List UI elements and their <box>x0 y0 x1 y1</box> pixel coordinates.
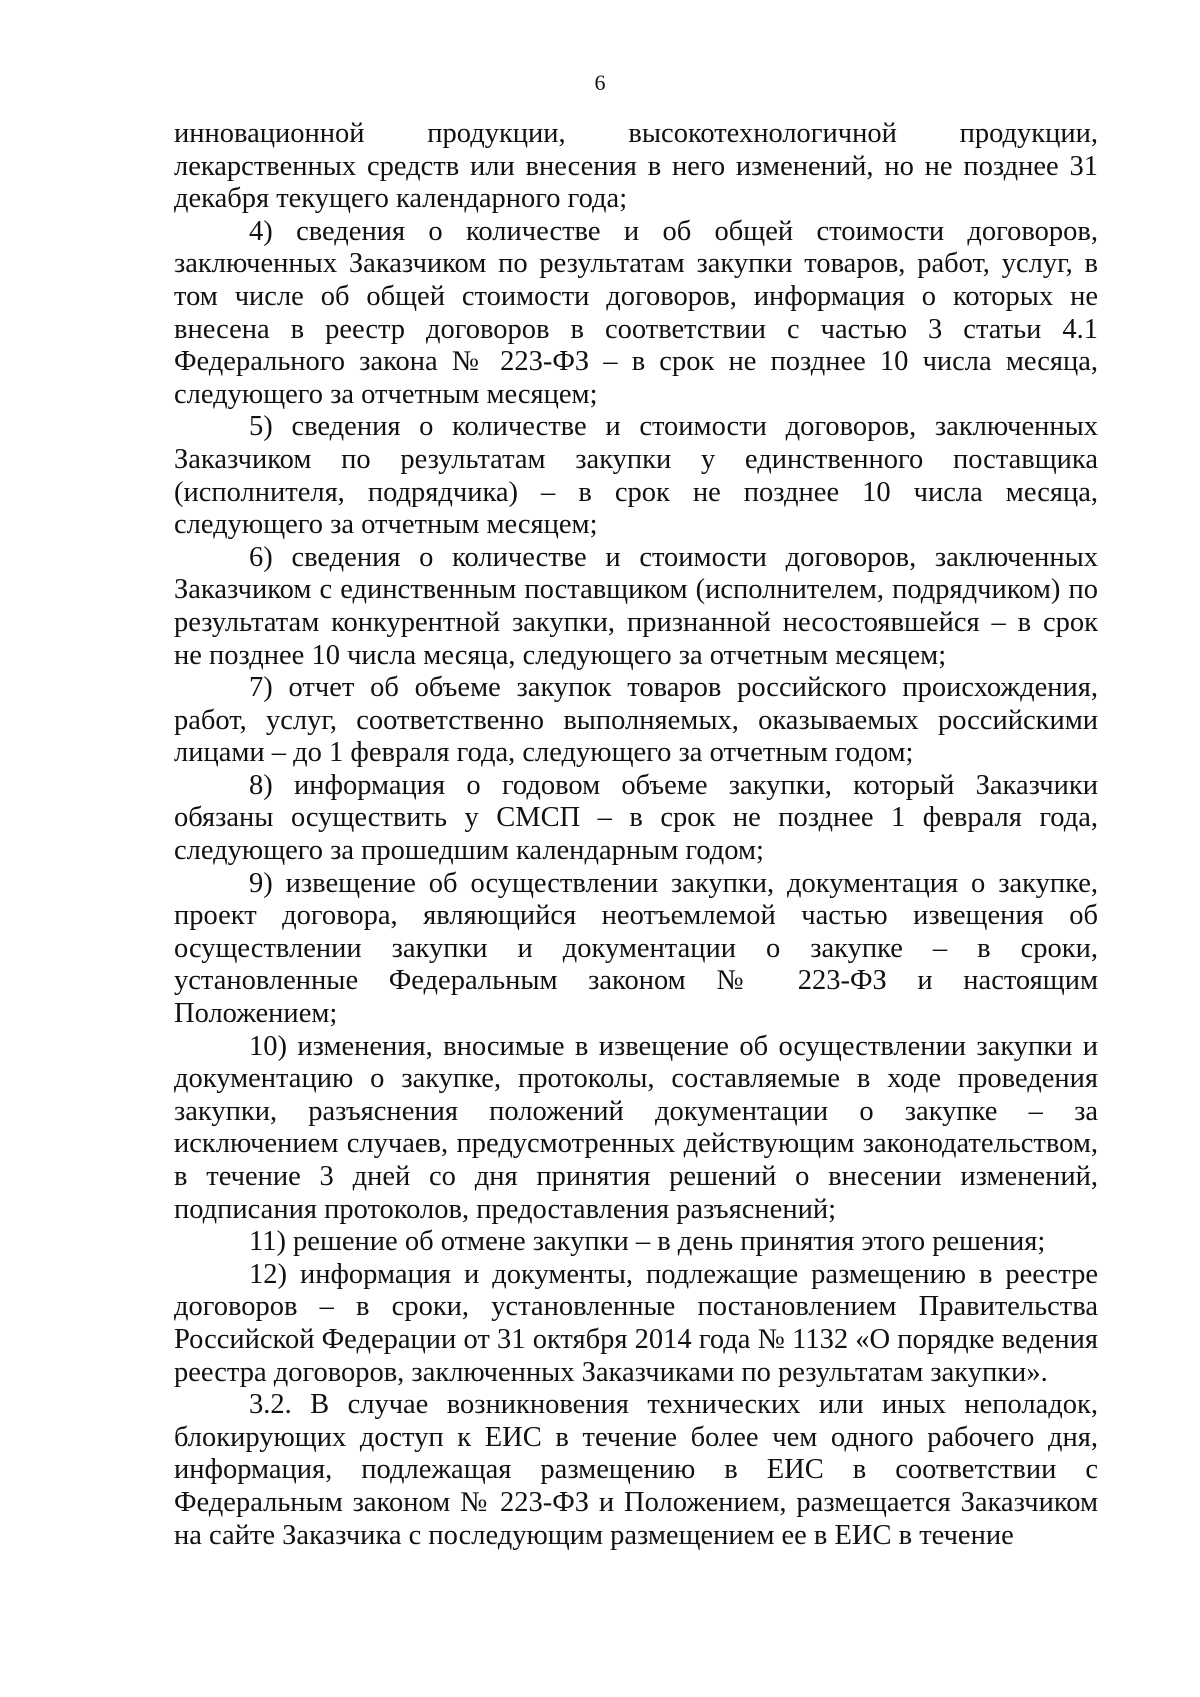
paragraph-item-11: 11) решение об отмене закупки – в день принятия этого решения; <box>249 1226 1046 1258</box>
document-body <box>174 118 1098 1552</box>
paragraph-item-6: 6) сведения о количестве и стоимости договоров, заключенных Заказчиком с единственным поставщиком (исполнителем, подрядчиком) по результатам конкурентной закупки, признанной несостоявшейся – в срок не позднее 10 числа месяца, следующего за отчетным месяцем; <box>174 541 1098 671</box>
paragraph-continuation: инновационной продукции, высокотехнологичной продукции, лекарственных средств или внесения в него изменений, но не позднее 31 декабря текущего календарного года; <box>174 118 1098 215</box>
paragraph-item-8: 8) информация о годовом объеме закупки, который Заказчики обязаны осуществить у СМСП – в срок не позднее 1 февраля года, следующего за прошедшим календарным годом; <box>174 769 1098 867</box>
paragraph-item-5: 5) сведения о количестве и стоимости договоров, заключенных Заказчиком по результатам закупки у единственного поставщика (исполнителя, подрядчика) – в срок не позднее 10 числа месяца, следующего за отчетным месяцем; <box>174 411 1098 541</box>
paragraph-item-4: 4) сведения о количестве и об общей стоимости договоров, заключенных Заказчиком по результатам закупки товаров, работ, услуг, в том числе об общей стоимости договоров, информация о которых не внесена в реестр договоров в соответствии с частью 3 статьи 4.1 Федерального закона № 223-ФЗ – в срок не позднее 10 числа месяца, следующего за отчетным месяцем; <box>174 215 1098 410</box>
paragraph-item-12: 12) информация и документы, подлежащие размещению в реестре договоров – в сроки, установленные постановлением Правительства Российской Федерации от 31 октября 2014 года № 1132 «О порядке ведения реестра договоров, заключенных Заказчиками по результатам закупки». <box>174 1258 1098 1388</box>
paragraph-section-3-2: 3.2. В случае возникновения технических или иных неполадок, блокирующих доступ к ЕИС в течение более чем одного рабочего дня, информация, подлежащая размещению в ЕИС в соответствии с Федеральным законом № 223-ФЗ и Положением, размещается Заказчиком на сайте Заказчика с последующим размещением ее в ЕИС в течение <box>174 1389 1098 1551</box>
paragraph-item-7: 7) отчет об объеме закупок товаров российского происхождения, работ, услуг, соответственно выполняемых, оказываемых российскими лицами – до 1 февраля года, следующего за отчетным годом; <box>174 672 1098 769</box>
paragraph-item-9: 9) извещение об осуществлении закупки, документация о закупке, проект договора, являющийся неотъемлемой частью извещения об осуществлении закупки и документации о закупке – в сроки, установленные Федеральным законом № 223-ФЗ и настоящим Положением; <box>174 867 1098 1030</box>
paragraph-item-10: 10) изменения, вносимые в извещение об осуществлении закупки и документацию о закупке, протоколы, составляемые в ходе проведения закупки, разъяснения положений документации о закупке – за исключением случаев, предусмотренных действующим законодательством, в течение 3 дней со дня принятия решений о внесении изменений, подписания протоколов, предоставления разъяснений; <box>174 1030 1098 1225</box>
page-number: 6 <box>594 70 606 95</box>
